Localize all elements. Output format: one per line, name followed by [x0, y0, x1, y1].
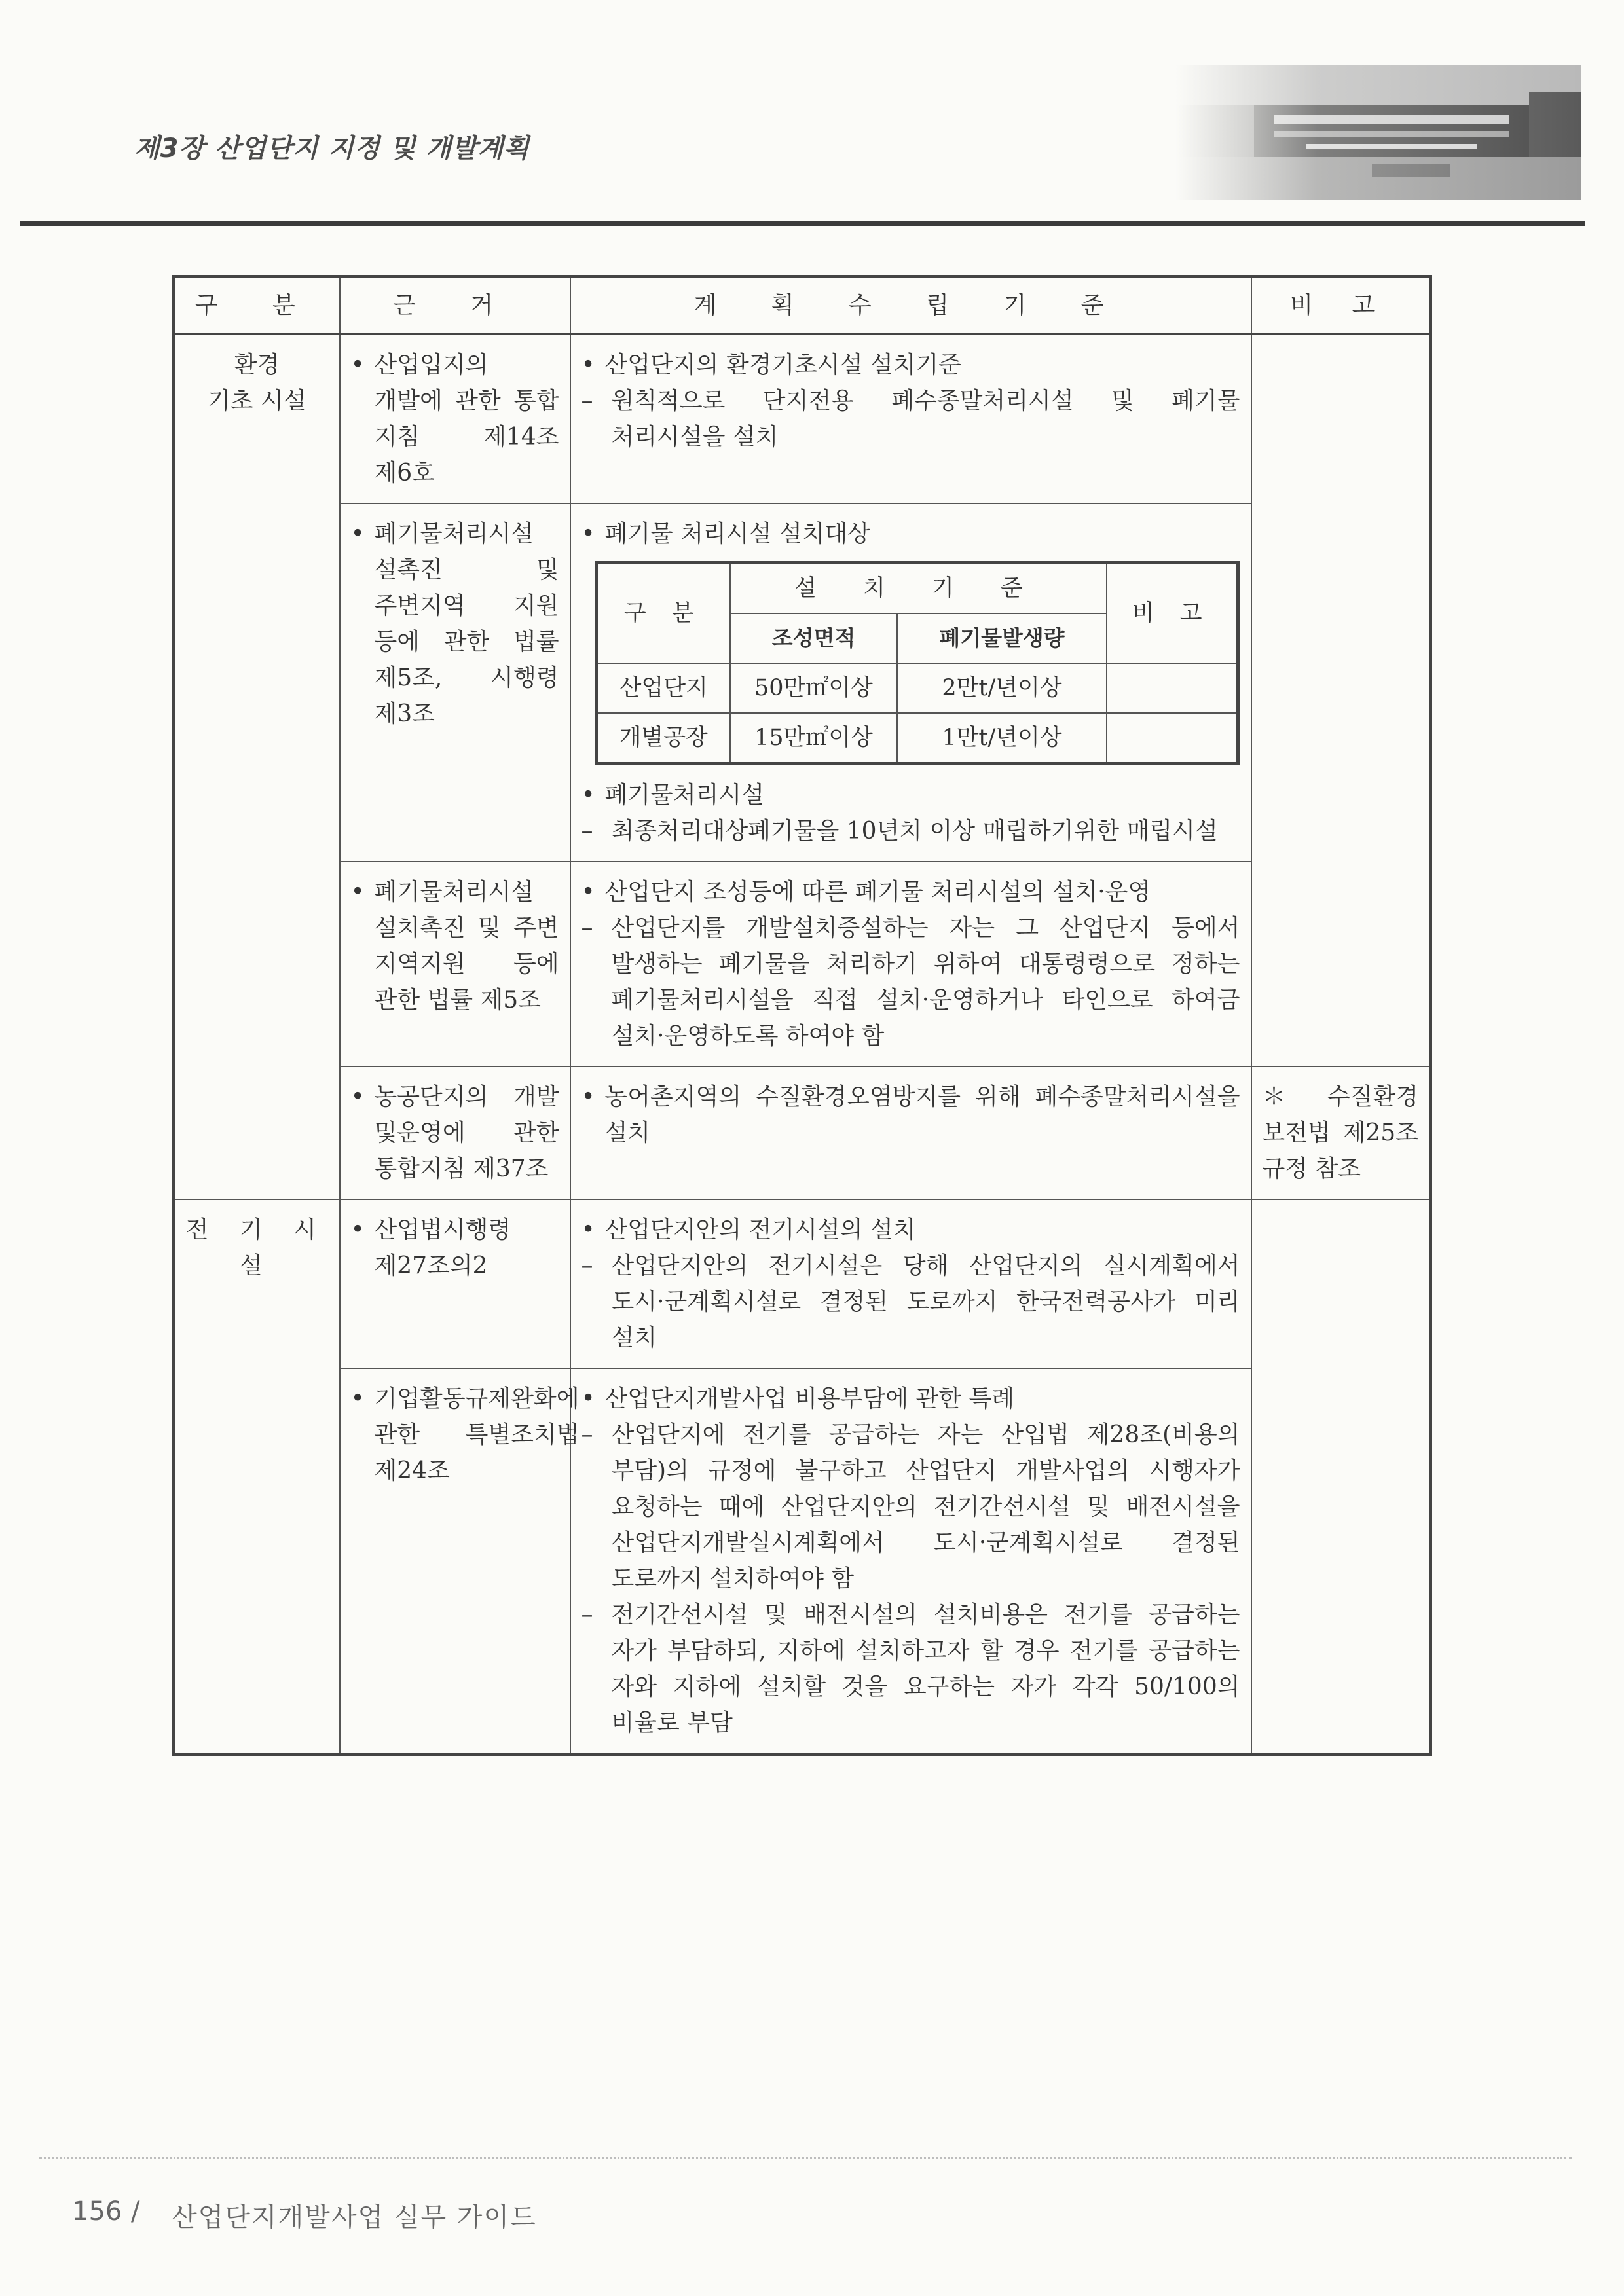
inner-cell-note: [1107, 663, 1238, 713]
basis-text: 폐기물처리시설 설촉진 및 주변지역 지원 등에 관한 법률 제5조, 시행령 제3조: [374, 520, 559, 727]
criteria-detail: 산업단지에 전기를 공급하는 자는 산입법 제28조(비용의 부담)의 규정에 불구하고 산업단지 개발사업의 시행자가 요청하는 때에 산업단지안의 전기간선시설 및 배전시설을 산업단지개발실시계획에서 도시·군계획시설로 결정된 도로까지 설치하여야 함: [611, 1421, 1240, 1592]
criteria-bullet: 산업단지안의 전기시설의 설치: [604, 1216, 916, 1243]
table-row: [596, 713, 1238, 764]
header-criteria: 계 획 수 립 기 준: [570, 277, 1251, 335]
table-row: [174, 1066, 1431, 1199]
inner-header-standard: 설 치 기 준: [730, 563, 1107, 614]
table-row: [596, 663, 1238, 713]
criteria-cell: • 산업단지 조성등에 따른 폐기물 처리시설의 설치·운영 – 산업단지를 개발설치증설하는 자는 그 산업단지 등에서 발생하는 폐기물을 처리하기 위하여 대통령령으로 정하는 폐기물처리시설을 직접 설치·운영하거나 타인으로 하여금 설치·운영하도록 하여야 함: [570, 862, 1251, 1066]
header-building-photo: [1175, 65, 1581, 200]
basis-cell: • 산업입지의 개발에 관한 통합 지침 제14조 제6호: [340, 334, 570, 503]
table-header-row: [174, 277, 1431, 335]
criteria-bullet: 폐기물처리시설: [604, 782, 764, 809]
criteria-bullet: 농어촌지역의 수질환경오염방지를 위해 폐수종말처리시설을 설치: [604, 1084, 1240, 1146]
criteria-bullet: 산업단지의 환경기초시설 설치기준: [604, 352, 962, 378]
basis-text: 폐기물처리시설 설치촉진 및 주변 지역지원 등에 관한 법률 제5조: [374, 879, 559, 1013]
basis-cell: • 폐기물처리시설 설치촉진 및 주변 지역지원 등에 관한 법률 제5조: [340, 862, 570, 1066]
criteria-detail: 산업단지안의 전기시설은 당해 산업단지의 실시계획에서 도시·군계획시설로 결정된 도로까지 한국전력공사가 미리 설치: [611, 1252, 1240, 1351]
page-number: 156: [72, 2196, 122, 2227]
basis-cell: • 기업활동규제완화에 관한 특별조치법 제24조: [340, 1368, 570, 1755]
note-cell: [1251, 1199, 1431, 1755]
page-separator: /: [131, 2196, 140, 2227]
basis-cell: • 폐기물처리시설 설촉진 및 주변지역 지원 등에 관한 법률 제5조, 시행령 제3조: [340, 503, 570, 862]
table-row: [174, 503, 1431, 862]
waste-facility-threshold-table: [595, 561, 1240, 765]
criteria-detail: 원칙적으로 단지전용 폐수종말처리시설 및 폐기물 처리시설을 설치: [611, 388, 1240, 450]
header-basis: 근 거: [340, 277, 570, 335]
category-electric: 전 기 시 설: [174, 1199, 340, 1755]
inner-header-area: 조성면적: [730, 613, 897, 663]
inner-header-category: 구 분: [596, 563, 730, 664]
building-photo-image: [1175, 65, 1581, 200]
inner-cell-note: [1107, 713, 1238, 764]
header-category: 구 분: [174, 277, 340, 335]
inner-header-note: 비 고: [1107, 563, 1238, 664]
criteria-detail: 전기간선시설 및 배전시설의 설치비용은 전기를 공급하는 자가 부담하되, 지하에 설치하고자 할 경우 전기를 공급하는 자와 지하에 설치할 것을 요구하는 자가 각각 50/100의 비율로 부담: [611, 1601, 1240, 1736]
inner-cell-name: 산업단지: [596, 663, 730, 713]
inner-cell-name: 개별공장: [596, 713, 730, 764]
inner-cell-area: 15만㎡이상: [730, 713, 897, 764]
table-row: [174, 334, 1431, 503]
note-cell: [1251, 1066, 1431, 1199]
basis-text: 산업입지의 개발에 관한 통합 지침 제14조 제6호: [374, 352, 559, 486]
note-text: ＊수질환경 보전법 제25조 규정 참조: [1262, 1084, 1418, 1182]
basis-text: 산업법시행령 제27조의2: [374, 1216, 511, 1279]
table-row: [174, 862, 1431, 1066]
inner-cell-waste: 2만t/년이상: [897, 663, 1107, 713]
criteria-cell: • 산업단지안의 전기시설의 설치 – 산업단지안의 전기시설은 당해 산업단지의 실시계획에서 도시·군계획시설로 결정된 도로까지 한국전력공사가 미리 설치: [570, 1199, 1251, 1368]
inner-header-waste: 폐기물발생량: [897, 613, 1107, 663]
footer-divider: [39, 2157, 1572, 2159]
header-note: 비 고: [1251, 277, 1431, 335]
category-environment: 환경 기초 시설: [174, 334, 340, 1199]
inner-cell-waste: 1만t/년이상: [897, 713, 1107, 764]
criteria-cell: • 산업단지개발사업 비용부담에 관한 특례 – 산업단지에 전기를 공급하는 자는 산입법 제28조(비용의 부담)의 규정에 불구하고 산업단지 개발사업의 시행자가 요청하는 때에 산업단지안의 전기간선시설 및 배전시설을 산업단지개발실시계획에서 도시·군계획시설로 결정된 도로까지 설치하여야 함 – 전기간선시설 및 배전시설의 설치비용은 전기를 공급하는 자가 부담하되, 지하에 설치하고자 할 경우 전기를 공급하는 자와 지하에 설치할 것을 요구하는 자가 각각 50/100의 비율로 부담: [570, 1368, 1251, 1755]
criteria-cell: • 폐기물 처리시설 설치대상 구 분 설 치 기 준 비 고 조성면적 폐기물발생량 산업단지 50만㎡이상 2만t/년이상 개별공장 15만㎡이상 1만t/년이상 • 폐기물처리시설 – 최종처리대상폐기물을 10년치 이상 매립하기위한 매립시설: [570, 503, 1251, 862]
criteria-detail: 산업단지를 개발설치증설하는 자는 그 산업단지 등에서 발생하는 폐기물을 처리하기 위하여 대통령령으로 정하는 폐기물처리시설을 직접 설치·운영하거나 타인으로 하여금 설치·운영하도록 하여야 함: [611, 915, 1240, 1049]
inner-cell-area: 50만㎡이상: [730, 663, 897, 713]
header-rule: [20, 221, 1585, 226]
table-row: [174, 1368, 1431, 1755]
note-cell: [1251, 334, 1431, 1066]
criteria-bullet: 산업단지 조성등에 따른 폐기물 처리시설의 설치·운영: [604, 879, 1151, 905]
criteria-bullet: 폐기물 처리시설 설치대상: [604, 520, 870, 547]
chapter-title: 제3장 산업단지 지정 및 개발계획: [134, 134, 530, 164]
criteria-cell: • 산업단지의 환경기초시설 설치기준 – 원칙적으로 단지전용 폐수종말처리시설 및 폐기물 처리시설을 설치: [570, 334, 1251, 503]
basis-cell: • 농공단지의 개발 및운영에 관한 통합지침 제37조: [340, 1066, 570, 1199]
book-title: 산업단지개발사업 실무 가이드: [172, 2202, 537, 2232]
planning-criteria-table: [172, 275, 1432, 1756]
criteria-bullet: 산업단지개발사업 비용부담에 관한 특례: [604, 1385, 1015, 1412]
inner-header-row: [596, 563, 1238, 614]
basis-text: 기업활동규제완화에 관한 특별조치법 제24조: [374, 1385, 580, 1484]
criteria-detail: 최종처리대상폐기물을 10년치 이상 매립하기위한 매립시설: [611, 818, 1218, 845]
criteria-cell: • 농어촌지역의 수질환경오염방지를 위해 폐수종말처리시설을 설치: [570, 1066, 1251, 1199]
table-row: [174, 1199, 1431, 1368]
basis-cell: • 산업법시행령 제27조의2: [340, 1199, 570, 1368]
basis-text: 농공단지의 개발 및운영에 관한 통합지침 제37조: [374, 1084, 559, 1182]
